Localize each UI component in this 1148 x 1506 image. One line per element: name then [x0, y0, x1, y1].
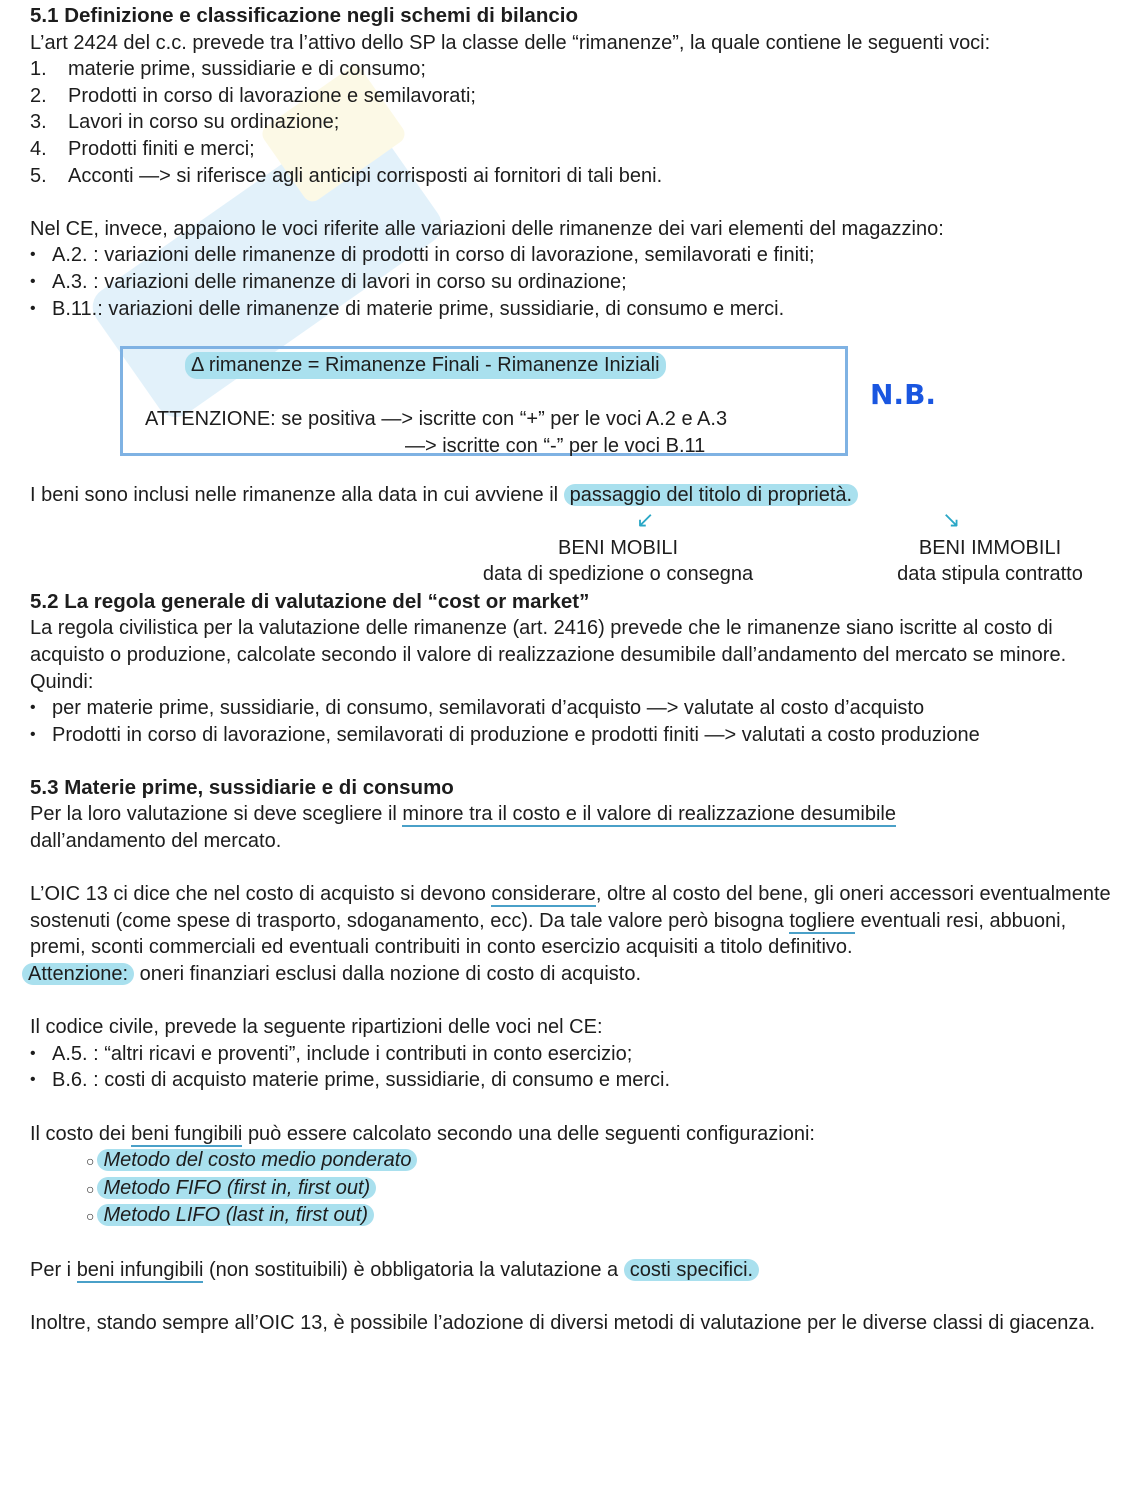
formula-box — [120, 346, 848, 456]
document-page — [30, 3, 1120, 1336]
list-item: ○ Metodo LIFO (last in, first out) — [30, 1202, 1120, 1230]
rimanenze-list — [30, 56, 1120, 189]
list-item: • B.11.: variazioni delle rimanenze di materie prime, sussidiarie, di consumo e merci. — [30, 297, 785, 320]
final-paragraph: Inoltre, stando sempre all’OIC 13, è possibile l’adozione di diversi metodi di valutazione per le diverse classi di giacenza. — [30, 1311, 1095, 1334]
rule-paragraph: La regola civilistica per la valutazione delle rimanenze (art. 2416) prevede che le rimanenze siano iscritte al costo di acquisto o produzione, calcolate secondo il valore di realizzazione desumibile dall’andamento del mercato se minore. — [30, 617, 1067, 666]
section-5-2-title: 5.2 La regola generale di valutazione del “cost or market” — [30, 589, 590, 613]
beni-immobili: BENI IMMOBILI data stipula contratto — [897, 536, 1083, 586]
cc-intro: Il codice civile, prevede la seguente ripartizioni delle voci nel CE: — [30, 1016, 603, 1039]
list-item: ○ Metodo FIFO (first in, first out) — [30, 1175, 1120, 1203]
nb-note: N.B. — [870, 378, 937, 411]
quindi-text: Quindi: — [30, 670, 94, 693]
attention-line-2: —> iscritte con “-” per le voci B.11 — [405, 435, 706, 458]
list-item: • A.2. : variazioni delle rimanenze di prodotti in corso di lavorazione, semilavorati e finiti; — [30, 244, 815, 267]
list-item: • A.5. : “altri ricavi e proventi”, include i contributi in conto esercizio; — [30, 1042, 633, 1065]
beni-diagram — [30, 506, 1120, 589]
attention-paragraph: Attenzione: oneri finanziari esclusi dalla nozione di costo di acquisto. — [22, 961, 1120, 988]
arrow-down-left-icon: ↙ — [636, 506, 655, 532]
arrow-down-right-icon: ↘ — [942, 506, 961, 532]
list-item: • A.3. : variazioni delle rimanenze di lavori in corso su ordinazione; — [30, 270, 627, 293]
list-item: 2. Prodotti in corso di lavorazione e semilavorati; — [30, 84, 476, 107]
list-item: • B.6. : costi di acquisto materie prime, sussidiarie, di consumo e merci. — [30, 1069, 671, 1092]
list-item: • Prodotti in corso di lavorazione, semilavorati di produzione e prodotti finiti —> valutati a costo produzione — [30, 723, 980, 746]
section-5-1-title: 5.1 Definizione e classificazione negli schemi di bilancio — [30, 4, 578, 27]
beni-mobili: BENI MOBILI data di spedizione o consegna — [482, 536, 754, 586]
formula-text: Δ rimanenze = Rimanenze Finali - Rimanenze Iniziali — [185, 352, 666, 379]
list-item: 1. materie prime, sussidiarie e di consumo; — [30, 58, 426, 81]
intro-paragraph: L’art 2424 del c.c. prevede tra l’attivo dello SP la classe delle “rimanenze”, la quale contiene le seguenti voci: — [30, 31, 991, 54]
attention-line-1: ATTENZIONE: se positiva —> iscritte con “+” per le voci A.2 e A.3 — [145, 408, 728, 431]
valutazione-paragraph: Per la loro valutazione si deve scegliere il minore tra il costo e il valore di realizzazione desumibile dall’andamento del mercato. — [30, 803, 896, 853]
highlight: passaggio del titolo di proprietà. — [564, 484, 858, 506]
section-5-3-title: 5.3 Materie prime, sussidiarie e di consumo — [30, 775, 454, 799]
list-item: ○ Metodo del costo medio ponderato — [30, 1147, 1120, 1175]
list-item: 4. Prodotti finiti e merci; — [30, 137, 255, 160]
infungibili-paragraph: Per i beni infungibili (non sostituibili) è obbligatoria la valutazione a costi specifici. — [30, 1257, 1120, 1284]
oic-paragraph: L’OIC 13 ci dice che nel costo di acquisto si devono considerare, oltre al costo del bene, gli oneri accessori eventualmente sostenuti (come spese di trasporto, sdoganamento, ecc). Da tale valore però bisogna togliere eventuali resi, abbuoni, premi, sconti commerciali ed eventuali contribuiti in conto esercizio acquisiti a titolo definitivo. — [30, 883, 1111, 959]
list-item: 3. Lavori in corso su ordinazione; — [30, 111, 340, 134]
ce-intro: Nel CE, invece, appaiono le voci riferite alle variazioni delle rimanenze dei vari elementi del magazzino: — [30, 217, 944, 240]
fungibili-paragraph: Il costo dei beni fungibili può essere calcolato secondo una delle seguenti configurazioni: — [30, 1122, 815, 1145]
beni-paragraph: I beni sono inclusi nelle rimanenze alla data in cui avviene il passaggio del titolo di proprietà. — [30, 482, 1120, 509]
list-item: 5. Acconti —> si riferisce agli anticipi corrisposti ai fornitori di tali beni. — [30, 164, 663, 187]
list-item: • per materie prime, sussidiarie, di consumo, semilavorati d’acquisto —> valutate al costo d’acquisto — [30, 697, 925, 720]
